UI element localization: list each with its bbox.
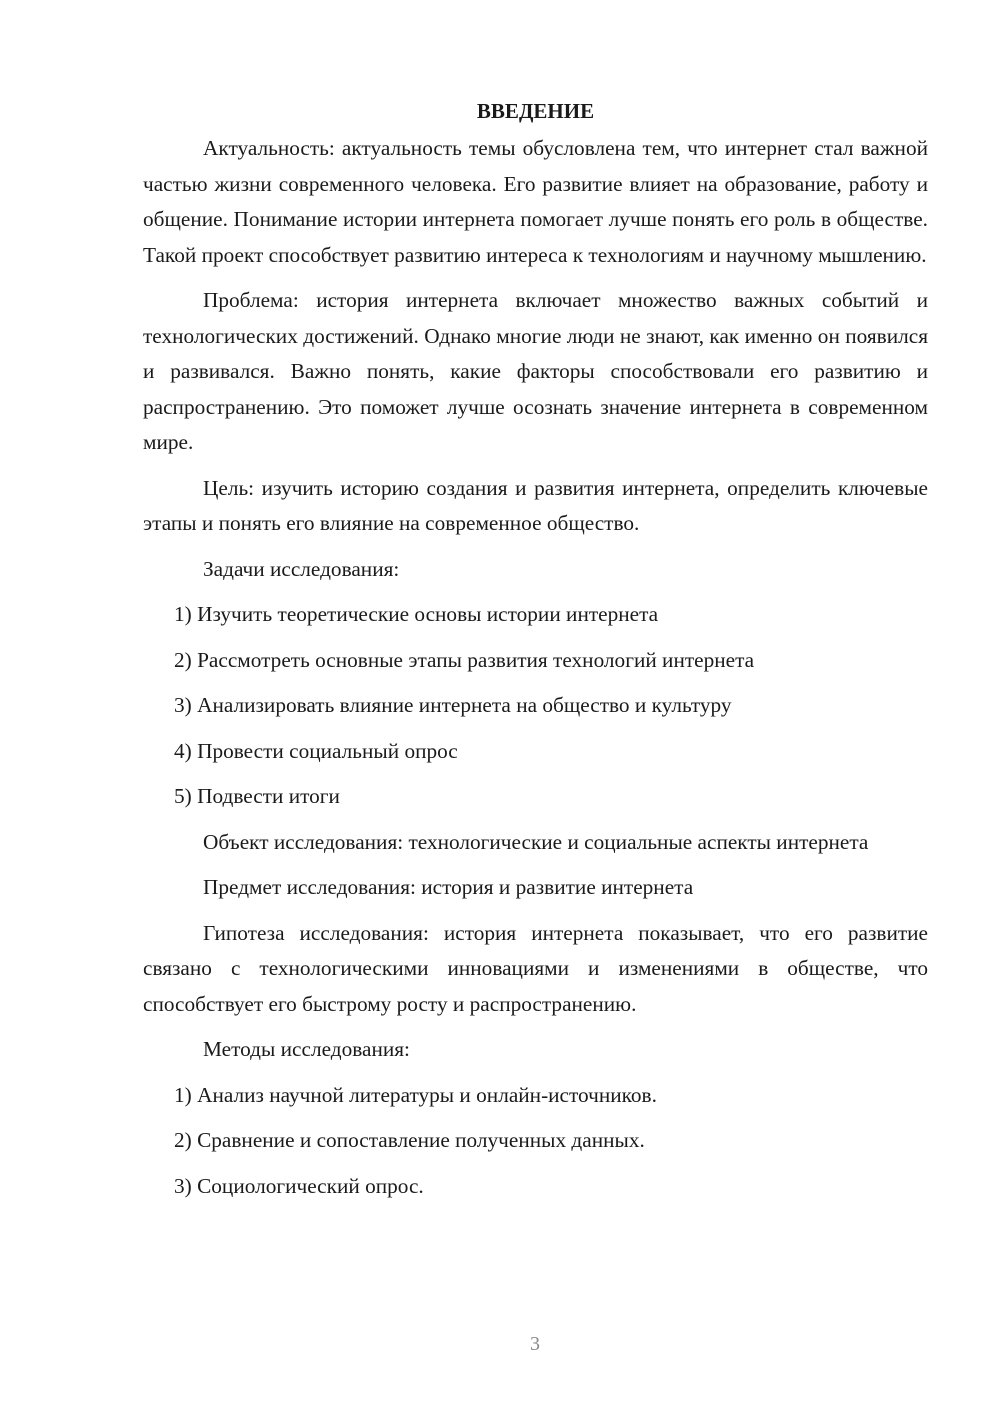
paragraph-goal: Цель: изучить историю создания и развития интернета, определить ключевые этапы и понять его влияние на современное общество. — [143, 475, 928, 535]
methods-heading: Методы исследования: — [203, 1037, 410, 1061]
tasks-list — [143, 597, 928, 815]
document-page — [143, 93, 928, 1214]
page-number: 3 — [530, 1333, 540, 1355]
list-item: 2) Сравнение и сопоставление полученных данных. — [174, 1128, 645, 1152]
list-item: 3) Анализировать влияние интернета на общество и культуру — [174, 693, 732, 717]
paragraph-problem: Проблема: история интернета включает множество важных событий и технологических достижений. Однако многие люди не знают, как именно он появился и развивался. Важно понять, какие факторы способствовали его развитию и распространению. Это поможет лучше осознать значение интернета в современном мире. — [143, 288, 928, 454]
tasks-heading: Задачи исследования: — [203, 556, 400, 581]
paragraph-relevance: Актуальность: актуальность темы обусловлена тем, что интернет стал важной частью жизни современного человека. Его развитие влияет на образование, работу и общение. Понимание истории интернета помогает лучше понять его роль в обществе. Такой проект способствует развитию интереса к технологиям и научному мышлению. — [143, 136, 928, 267]
list-item: 1) Изучить теоретические основы истории интернета — [174, 602, 659, 626]
methods-list — [143, 1078, 928, 1205]
list-item: 5) Подвести итоги — [174, 784, 340, 808]
paragraph-hypothesis: Гипотеза исследования: история интернета показывает, что его развитие связано с технологическими инновациями и изменениями в обществе, что способствует его быстрому росту и распространению. — [143, 920, 928, 1016]
list-item: 2) Рассмотреть основные этапы развития технологий интернета — [174, 647, 755, 672]
list-item: 4) Провести социальный опрос — [174, 738, 458, 763]
paragraph-subject: Предмет исследования: история и развитие интернета — [203, 875, 694, 899]
section-title: ВВЕДЕНИЕ — [476, 99, 595, 123]
list-item: 1) Анализ научной литературы и онлайн-источников. — [174, 1082, 657, 1107]
list-item: 3) Социологический опрос. — [174, 1173, 424, 1198]
paragraph-object: Объект исследования: технологические и социальные аспекты интернета — [203, 829, 869, 854]
